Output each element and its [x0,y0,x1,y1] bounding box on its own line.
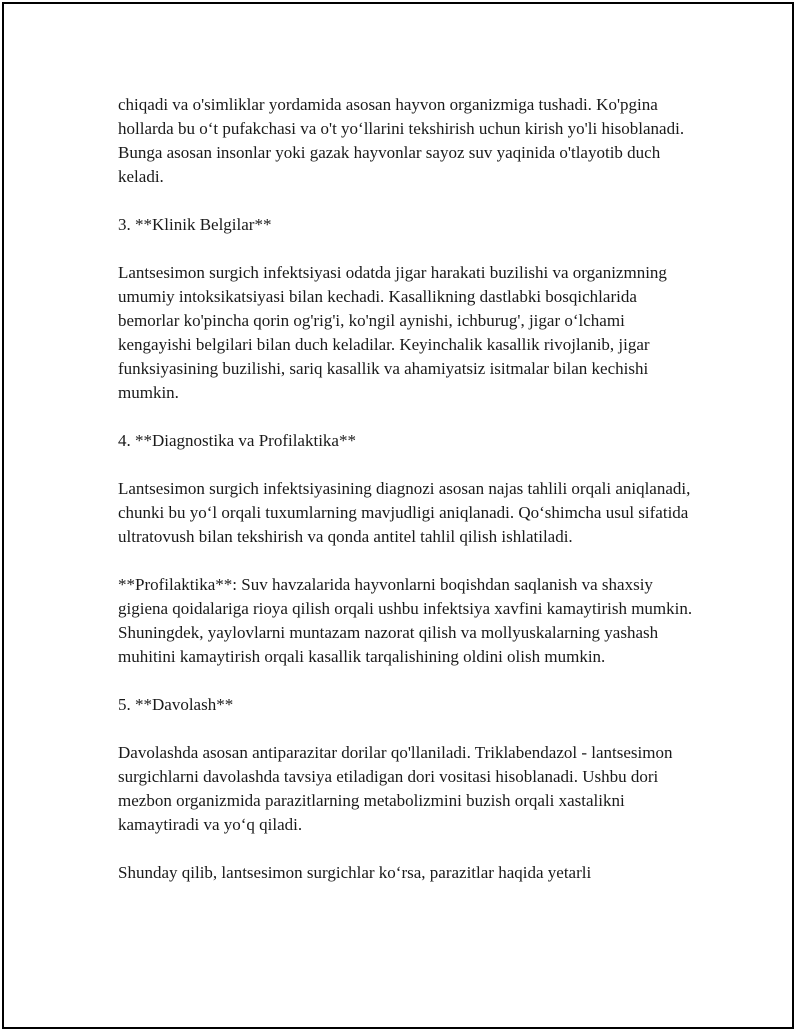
paragraph-treatment: Davolashda asosan antiparazitar dorilar qo'llaniladi. Triklabendazol - lantsesimon surgichlarni davolashda tavsiya etiladigan dori vositasi hisoblanadi. Ushbu dori mezbon organizmida parazitlarning metabolizmini buzish orqali xastalikni kamaytiradi va yo‘q qiladi. [118,743,673,834]
paragraph-transmission: chiqadi va o'simliklar yordamida asosan hayvon organizmiga tushadi. Ko'pgina hollarda bu o‘t pufakchasi va o't yo‘llarini tekshirish uchun kirish yo'li hisoblanadi. Bunga asosan insonlar yoki gazak hayvonlar sayoz suv yaqinida o'tlayotib duch keladi. [118,95,685,186]
paragraph-prophylaxis: **Profilaktika**: Suv havzalarida hayvonlarni boqishdan saqlanish va shaxsiy gigiena qoidalariga rioya qilish orqali ushbu infektsiya xavfini kamaytirish mumkin. Shuningdek, yaylovlarni muntazam nazorat qilish va mollyuskalarning yashash muhitini kamaytirish orqali kasallik tarqalishining oldini olish mumkin. [118,575,693,666]
paragraph-clinical-signs: Lantsesimon surgich infektsiyasi odatda jigar harakati buzilishi va organizmning umumiy intoksikatsiyasi bilan kechadi. Kasallikning dastlabki bosqichlarida bemorlar ko'pincha qorin og'rig'i, ko'ngil aynishi, ichburug', jigar o‘lchami kengayishi belgilari bilan duch keladilar. Keyinchalik kasallik rivojlanib, jigar funksiyasining buzilishi, sariq kasallik va ahamiyatsiz isitmalar bilan kechishi mumkin. [118,263,667,402]
paragraph-conclusion: Shunday qilib, lantsesimon surgichlar ko‘rsa, parazitlar haqida yetarli [118,863,592,882]
document-body [118,93,698,909]
heading-diagnostics-prophylaxis: 4. **Diagnostika va Profilaktika** [118,431,356,450]
heading-treatment: 5. **Davolash** [118,695,234,714]
paragraph-diagnostics: Lantsesimon surgich infektsiyasining diagnozi asosan najas tahlili orqali aniqlanadi, chunki bu yo‘l orqali tuxumlarning mavjudligi aniqlanadi. Qo‘shimcha usul sifatida ultratovush bilan tekshirish va qonda antitel tahlil qilish ishlatiladi. [118,479,691,546]
heading-clinical-signs: 3. **Klinik Belgilar** [118,215,272,234]
